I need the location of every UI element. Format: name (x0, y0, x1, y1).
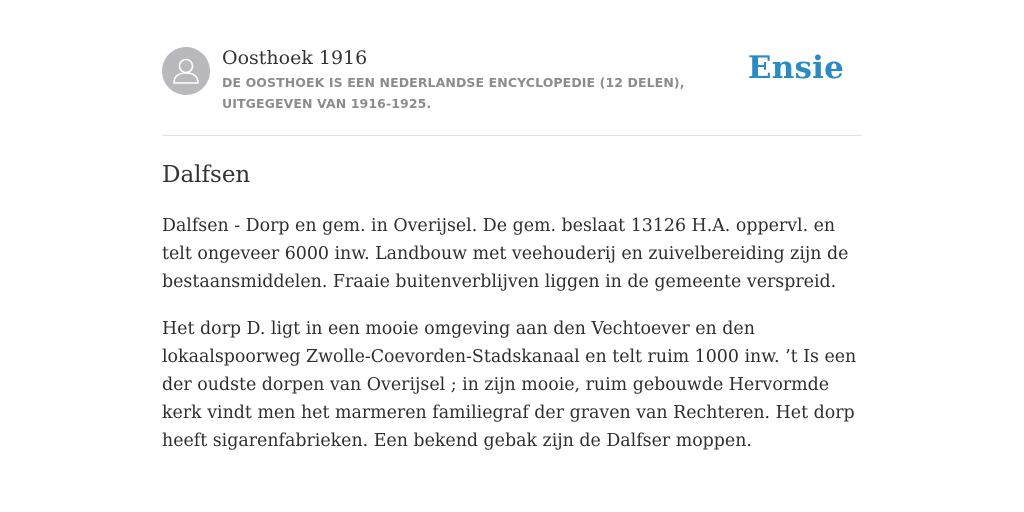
page-container (162, 0, 862, 474)
article-paragraph: Het dorp D. ligt in een mooie omgeving aan den Vechtoever en den lokaalspoorweg Zwolle-Coevorden-Stadskanaal en telt ruim 1000 inw. ’t Is een der oudste dorpen van Overijsel ; in zijn mooie, ruim gebouwde Hervormde kerk vindt men het marmeren familiegraf der graven van Rechteren. Het dorp heeft sigarenfabrieken. Een bekend gebak zijn de Dalfser moppen. (162, 319, 857, 451)
source-avatar (162, 47, 210, 95)
article-title: Dalfsen (162, 162, 251, 188)
brand-logo[interactable]: Ensie (747, 50, 844, 86)
article-paragraph: Dalfsen - Dorp en gem. in Overijsel. De gem. beslaat 13126 H.A. oppervl. en telt ongeveer 6000 inw. Landbouw met veehouderij en zuivelbereiding zijn de bestaansmiddelen. Fraaie buitenverblijven liggen in de gemeente verspreid. (162, 216, 849, 292)
source-description: DE OOSTHOEK IS EEN NEDERLANDSE ENCYCLOPEDIE (12 DELEN), UITGEGEVEN VAN 1916-1925. (222, 75, 685, 111)
source-info (222, 45, 762, 114)
source-header (162, 0, 862, 136)
user-silhouette-icon (162, 47, 210, 95)
source-title[interactable]: Oosthoek 1916 (222, 47, 368, 69)
article (162, 136, 862, 455)
